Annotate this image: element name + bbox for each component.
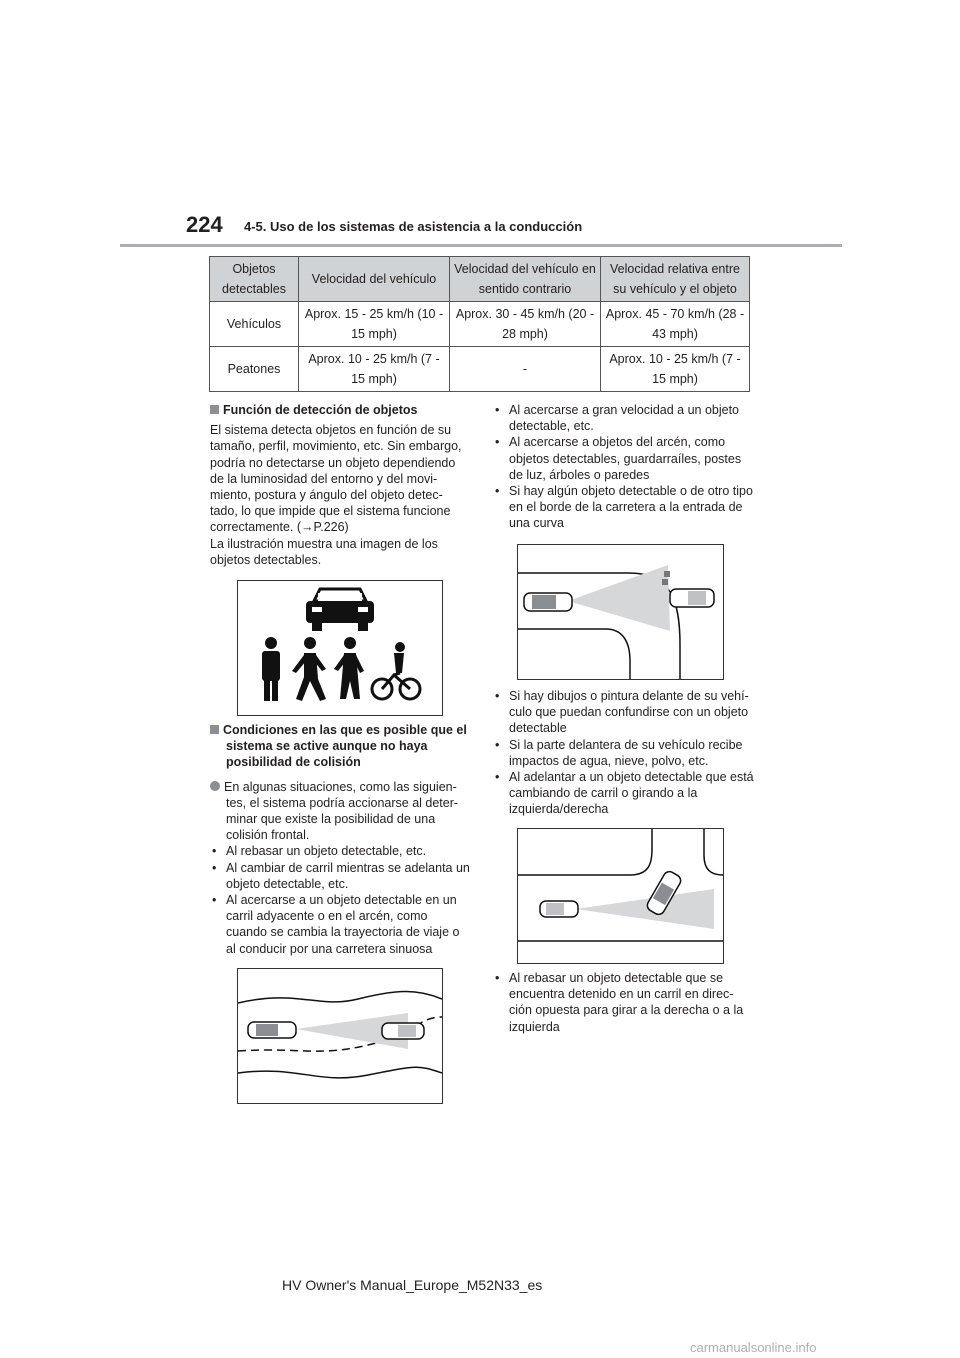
paragraph: El sistema detecta objetos en función de su tamaño, perfil, movimiento, etc. Sin embargo, podría no detectarse un objeto dependiendo de la luminosidad del entorno y del movi-miento, postura y ángulo del objeto detec-tado, lo que impide que el sistema funcione correctamente. (→P.226) [210, 423, 462, 535]
list-item: • Al cambiar de carril mientras se adelanta un objeto detectable, etc. [210, 860, 470, 892]
table-header: Objetos detectables [210, 257, 299, 302]
table-header: Velocidad del vehículo en sentido contrario [450, 257, 601, 302]
detection-speed-table [209, 256, 750, 392]
table-row [210, 347, 750, 392]
list-item: • Al rebasar un objeto detectable que se encuentra detenido en un carril en direc-ción opuesta para girar a la derecha o a la izquierda [493, 970, 755, 1035]
heading-object-detection [210, 402, 470, 418]
list-item: • Al acercarse a objetos del arcén, como objetos detectables, guardarraíles, postes de luz, árboles o paredes [493, 434, 755, 483]
right-column-2 [493, 688, 755, 818]
table-header: Velocidad del vehículo [299, 257, 450, 302]
heading-text: Función de detección de objetos [223, 403, 418, 417]
paragraph: La ilustración muestra una imagen de los objetos detectables. [210, 536, 438, 567]
table-cell: Aprox. 10 - 25 km/h (7 - 15 mph) [299, 347, 450, 392]
list-item: • Al acercarse a un objeto detectable en un carril adyacente o en el arcén, como cuando se cambia la trayectoria de viaje o al conducir por una carretera sinuosa [210, 892, 470, 957]
table-header: Velocidad relativa entre su vehículo y el objeto [601, 257, 750, 302]
table-cell: Aprox. 15 - 25 km/h (10 - 15 mph) [299, 302, 450, 347]
table-cell: Peatones [210, 347, 299, 392]
winding-road-illustration [237, 968, 443, 1104]
square-bullet-icon [210, 405, 219, 414]
footer: HV Owner's Manual_Europe_M52N33_es [282, 1277, 543, 1293]
detectable-objects-illustration [237, 580, 443, 716]
list-item: • Al rebasar un objeto detectable, etc. [210, 843, 470, 859]
page-number: 224 [186, 212, 223, 237]
right-column-3 [493, 970, 755, 1035]
table-cell: Vehículos [210, 302, 299, 347]
left-column-2 [210, 722, 470, 957]
list-item: • Si hay algún objeto detectable o de otro tipo en el borde de la carretera a la entrada de una curva [493, 483, 755, 532]
section-title: 4-5. Uso de los sistemas de asistencia a la conducción [244, 219, 583, 234]
table-cell: Aprox. 10 - 25 km/h (7 - 15 mph) [601, 347, 750, 392]
watermark: carmanualsonline.info [690, 1340, 817, 1355]
heading-text: Condiciones en las que es posible que el sistema se active aunque no haya posibilidad de colisión [223, 723, 467, 770]
circle-bullet-icon [210, 781, 220, 791]
turning-vehicle-illustration [517, 828, 724, 964]
table-cell: Aprox. 45 - 70 km/h (28 - 43 mph) [601, 302, 750, 347]
header-rule [120, 244, 842, 247]
paragraph [210, 779, 470, 844]
list-item: • Si la parte delantera de su vehículo recibe impactos de agua, nieve, polvo, etc. [493, 737, 755, 769]
table-cell: - [450, 347, 601, 392]
table-header-row [210, 257, 750, 302]
right-column [493, 402, 755, 532]
table-cell: Aprox. 30 - 45 km/h (20 - 28 mph) [450, 302, 601, 347]
left-column [210, 402, 470, 568]
list-item: • Al adelantar a un objeto detectable que está cambiando de carril o girando a la izquierda/derecha [493, 769, 755, 818]
heading-false-activation [210, 722, 470, 771]
paragraph-text: En algunas situaciones, como las siguien-tes, el sistema podría accionarse al deter-minar que existe la posibilidad de una colisión frontal. [224, 779, 459, 843]
list-item: • Si hay dibujos o pintura delante de su vehí-culo que puedan confundirse con un objeto detectable [493, 688, 755, 737]
square-bullet-icon [210, 725, 219, 734]
list-item: • Al acercarse a gran velocidad a un objeto detectable, etc. [493, 402, 755, 434]
curve-entrance-illustration [517, 544, 724, 680]
table-row [210, 302, 750, 347]
